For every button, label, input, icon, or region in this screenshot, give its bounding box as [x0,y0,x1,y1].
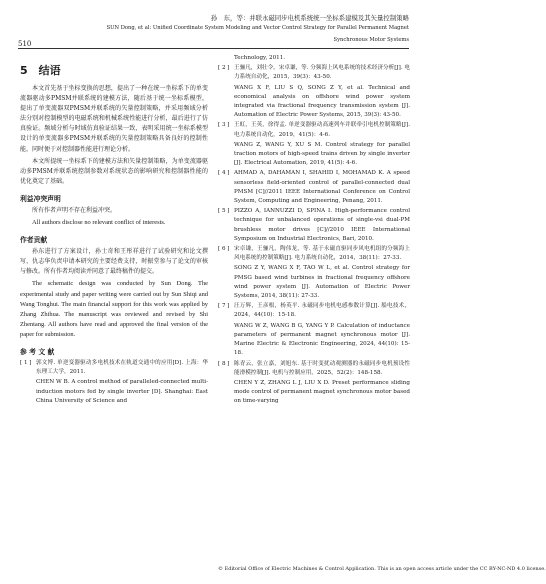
reference-text: 汪万辉，王彦根，杨英平. 永磁同步电机电感参数计算[J]. 船电技术，2024，44(10)：15-18. [234,303,410,319]
header-rule [18,48,409,49]
reference-text: CHEN W B. A control method of paralleled-connected multi-induction motors fed by single inverter [D]. Shanghai: East China University of Science and [36,379,208,404]
right-column [218,54,410,408]
references-heading: 参 考 文 献 [20,347,55,356]
reference-text: WANG Z, WANG Y, XU S M. Control strategy for parallel traction motors of high-speed trains driven by single inverter [J]. Electrical Automation, 2019, 41(5): 4-6. [234,141,410,167]
reference-text: 王虹，王英，徐得孟. 单逆变器驱动高速列车并联牵引电机控制策略[J]. 电力系统自动化，2019，41(5)：4-6. [234,122,410,138]
reference-item [218,121,410,139]
contribution-statement-en: The schematic design was conducted by Sun Dong. The experimental study and paper writing were carried out by Sun Shiqi and Wang Tonghui. The main financial support for this work was applied by Zhang Zhihua. The manuscript was reviewed and revised by Shi Zhentang. All authors have read and approved the final version of the paper for submission. [20,280,208,338]
reference-text: WANG W Z, WANG B G, YANG Y P. Calculation of inductance parameters of permanent magnet synchronous motor [J]. Marine Electric & Electronic Engineering, 2024, 44(10): 15-18. [234,322,410,357]
contribution-heading: 作者贡献 [20,236,48,245]
reference-text: SONG Z Y, WANG X F, TAO W L, et al. Control strategy for PMSG based wind turbines in fractional frequency offshore wind power system [J]. Automation of Electric Power Systems, 2014, 38(11): 27-33. [234,265,410,300]
reference-text: 郭文博. 单逆变器驱动多电机技术在轨道交通中的应用[D]. 上海：华东理工大学，2011. [36,359,208,376]
reference-text: 宋卓谦，王骊凡，陶伟龙，等. 基于永磁直驱同步风电机组的分频海上风电系统的控制策略[J]. 电力系统自动化，2014，38(11)：27-33. [234,246,410,262]
reference-item [218,207,410,244]
conflict-statement-en: All authors disclose no relevant conflict of interests. [32,219,166,227]
conclusion-paragraph: 本文首先基于坐标变换的思想，提出了一种在统一坐标系下的单变流器驱动多PMSM并联系统的建模方法，随后基于统一坐标系模型，提出了单变流器双PMSM并联系统的矢量控制策略，并采用频域分析法分别对控制模型的电磁系统和机械系统性能进行分析，最后进行了仿真验证。频域分析与时域仿真验证结果一致，表明采用统一坐标系模型设计的单变流器多PMSM并联系统的矢量控制策略具备良好的控制性能，同时便于对控制器性能进行理论分析。 [20,85,208,153]
reference-item [218,64,410,82]
reference-text: CHEN Y Z, ZHANG L J, LIU X D. Preset performance sliding mode control of permanent magnet synchronous motor based on time-varying [234,379,410,405]
reference-text: 陈青云，张立嘉，刘旭东. 基于时变扰动观测器的永磁同步电机预设性能滑模控制[J]. 电机与控制应用，2025，52(2)：148-158. [234,360,410,376]
reference-number: [ 1 ] [20,359,32,366]
reference-list [20,359,208,406]
reference-item [218,379,410,407]
reference-item [218,322,410,359]
running-title-en: SUN Dong, et al: Unified Coordinate System Modeling and Vector Control Strategy for Parallel Permanent Magnet [106,25,409,31]
conclusion-paragraph: 本文所提统一坐标系下的建模方法和矢量控制策略，为单变流器驱动多PMSM并联系统控制参数对系统状态的影响研究和控制器性能的优化奠定了基础。 [20,157,208,185]
reference-number: [ 7 ] [218,303,230,310]
reference-item [218,169,410,206]
contribution-statement-cn: 孙东进行了方案设计，孙士奇和王彤祥进行了试验研究和论文撰写，仇志华负责申请本研究的主要经费支持，时振堂参与了论文的审核与修改。所有作者均阅读并同意了最终稿件的提交。 [20,248,208,276]
reference-item [218,245,410,263]
running-title-en-cont: Synchronous Motor Systems [333,37,409,43]
license-footer: © Editorial Office of Electric Machines & Control Application. This is an open access article under the CC BY-NC-ND 4.0 license. [218,566,546,572]
reference-number: [ 8 ] [218,360,230,367]
page-header [0,0,427,50]
reference-number: [ 2 ] [218,65,230,72]
reference-text: AHMAD A, DAHAMAN I, SHAHID I, MOHAMAD K. A speed sensorless field-oriented control of parallel-connected dual PMSM [C]//2011 IEEE International Conference on Control System, Computing and Engineering, Penang, 2011. [234,170,410,205]
reference-item [218,84,410,121]
running-title-cn: 孙 东，等：并联永磁同步电机系统统一坐标系建模及其矢量控制策略 [210,14,409,22]
reference-number: [ 4 ] [218,170,230,177]
reference-item [218,141,410,169]
reference-text: PIZZO A, IANNUZZI D, SPINA I. High-performance control technique for unbalanced operations of single-vsi dual-PM brushless motor drives [C]//2010 IEEE International Symposium on Industrial Electronics, Bari, 2010. [234,208,410,242]
reference-item [218,264,410,301]
conclusion-heading: 5 结语 [20,64,61,77]
reference-item [218,360,410,378]
reference-text: Technology, 2011. [234,55,286,61]
conflict-statement-cn: 所有作者声明不存在利益冲突。 [32,206,117,214]
reference-item [218,302,410,320]
reference-item [20,359,208,377]
page-number: 510 [18,40,32,48]
reference-text: WANG X F, LIU S Q, SONG Z Y, et al. Technical and economical analysis on offshore wind power system integrated via fractional frequency transmission system [J]. Automation of Electric Power Systems, 2015, 39(3): 43-50. [234,84,410,119]
conflict-heading: 利益冲突声明 [20,194,61,203]
reference-item-cont [218,54,410,63]
reference-text: 王骊凡，刘壮令，宋卓谦，等. 分频海上风电系统的技术经济分析[J]. 电力系统自动化，2015，39(3)：43-50. [234,65,410,81]
reference-list [218,64,410,406]
reference-number: [ 6 ] [218,246,230,253]
reference-item-en [20,378,208,406]
left-column [20,54,208,407]
reference-number: [ 3 ] [218,122,230,129]
reference-number: [ 5 ] [218,208,230,215]
